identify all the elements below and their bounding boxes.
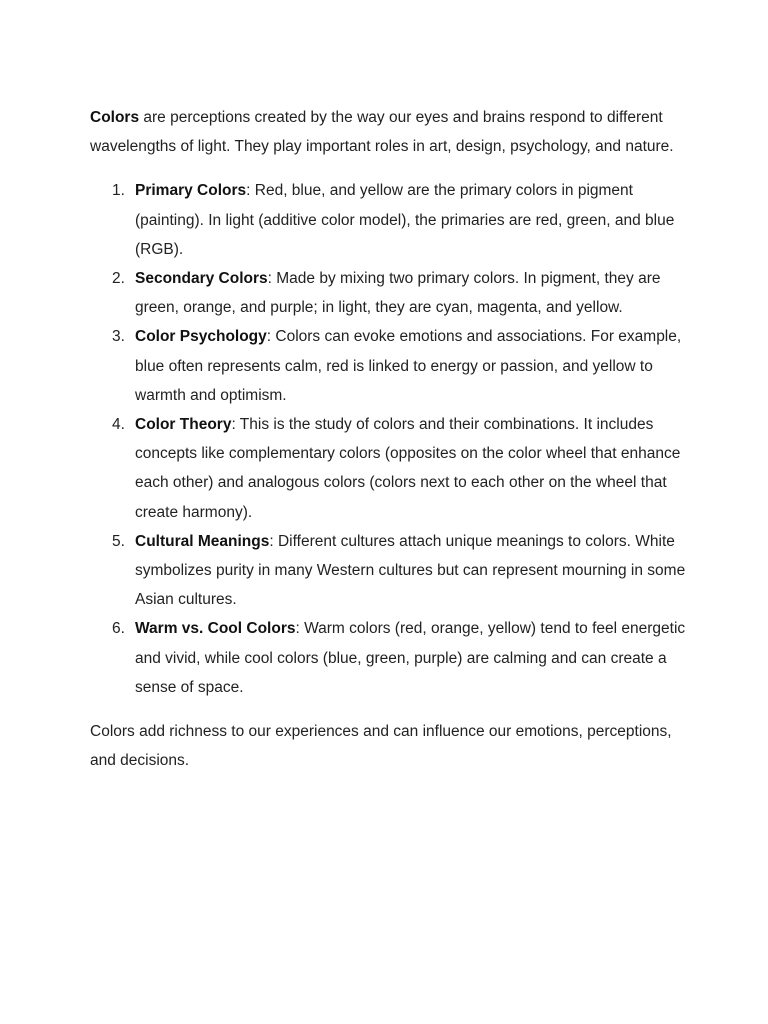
list-item (90, 410, 690, 527)
list-item (90, 176, 690, 264)
list-item-text: : Different cultures attach unique meanings to colors. White symbolizes purity in many Western cultures but can represent mourning in some Asian cultures. (135, 532, 686, 609)
intro-paragraph (90, 103, 690, 161)
list-item-number: 5. (112, 532, 125, 550)
intro-text: are perceptions created by the way our eyes and brains respond to different wavelengths of light. They play important roles in art, design, psychology, and nature. (90, 109, 674, 156)
list-item-number: 1. (112, 182, 125, 200)
list-item-text: : Made by mixing two primary colors. In pigment, they are green, orange, and purple; in light, they are cyan, magenta, and yellow. (135, 270, 661, 317)
list-item (90, 264, 690, 322)
list-item-term: Secondary Colors (135, 270, 268, 288)
list-item-text: : This is the study of colors and their combinations. It includes concepts like complementary colors (opposites on the color wheel that enhance each other) and analogous colors (colors next to each other on the wheel that create harmony). (135, 416, 681, 521)
list-item-number: 2. (112, 270, 125, 288)
list-item (90, 527, 690, 615)
list-item-term: Color Psychology (135, 328, 267, 346)
list-item-number: 6. (112, 620, 125, 638)
list-item-number: 3. (112, 328, 125, 346)
list-item-term: Primary Colors (135, 182, 247, 200)
list-item-number: 4. (112, 416, 125, 434)
intro-term: Colors (90, 109, 140, 126)
list-item (90, 322, 690, 410)
list-item-term: Color Theory (135, 416, 232, 434)
list-item-text: : Colors can evoke emotions and associations. For example, blue often represents calm, red is linked to energy or passion, and yellow to warmth and optimism. (135, 328, 682, 404)
list-item-term: Warm vs. Cool Colors (135, 620, 296, 638)
list-item-text: : Red, blue, and yellow are the primary colors in pigment (painting). In light (additive color model), the primaries are red, green, and blue (RGB). (135, 182, 675, 258)
list-item-text: : Warm colors (red, orange, yellow) tend to feel energetic and vivid, while cool colors (blue, green, purple) are calming and can create a sense of space. (135, 620, 686, 696)
list-item (90, 614, 690, 702)
closing-paragraph: Colors add richness to our experiences and can influence our emotions, perceptions, and decisions. (90, 723, 672, 770)
list-item-term: Cultural Meanings (135, 532, 270, 550)
document-body (90, 103, 690, 775)
topics-list (90, 176, 690, 702)
